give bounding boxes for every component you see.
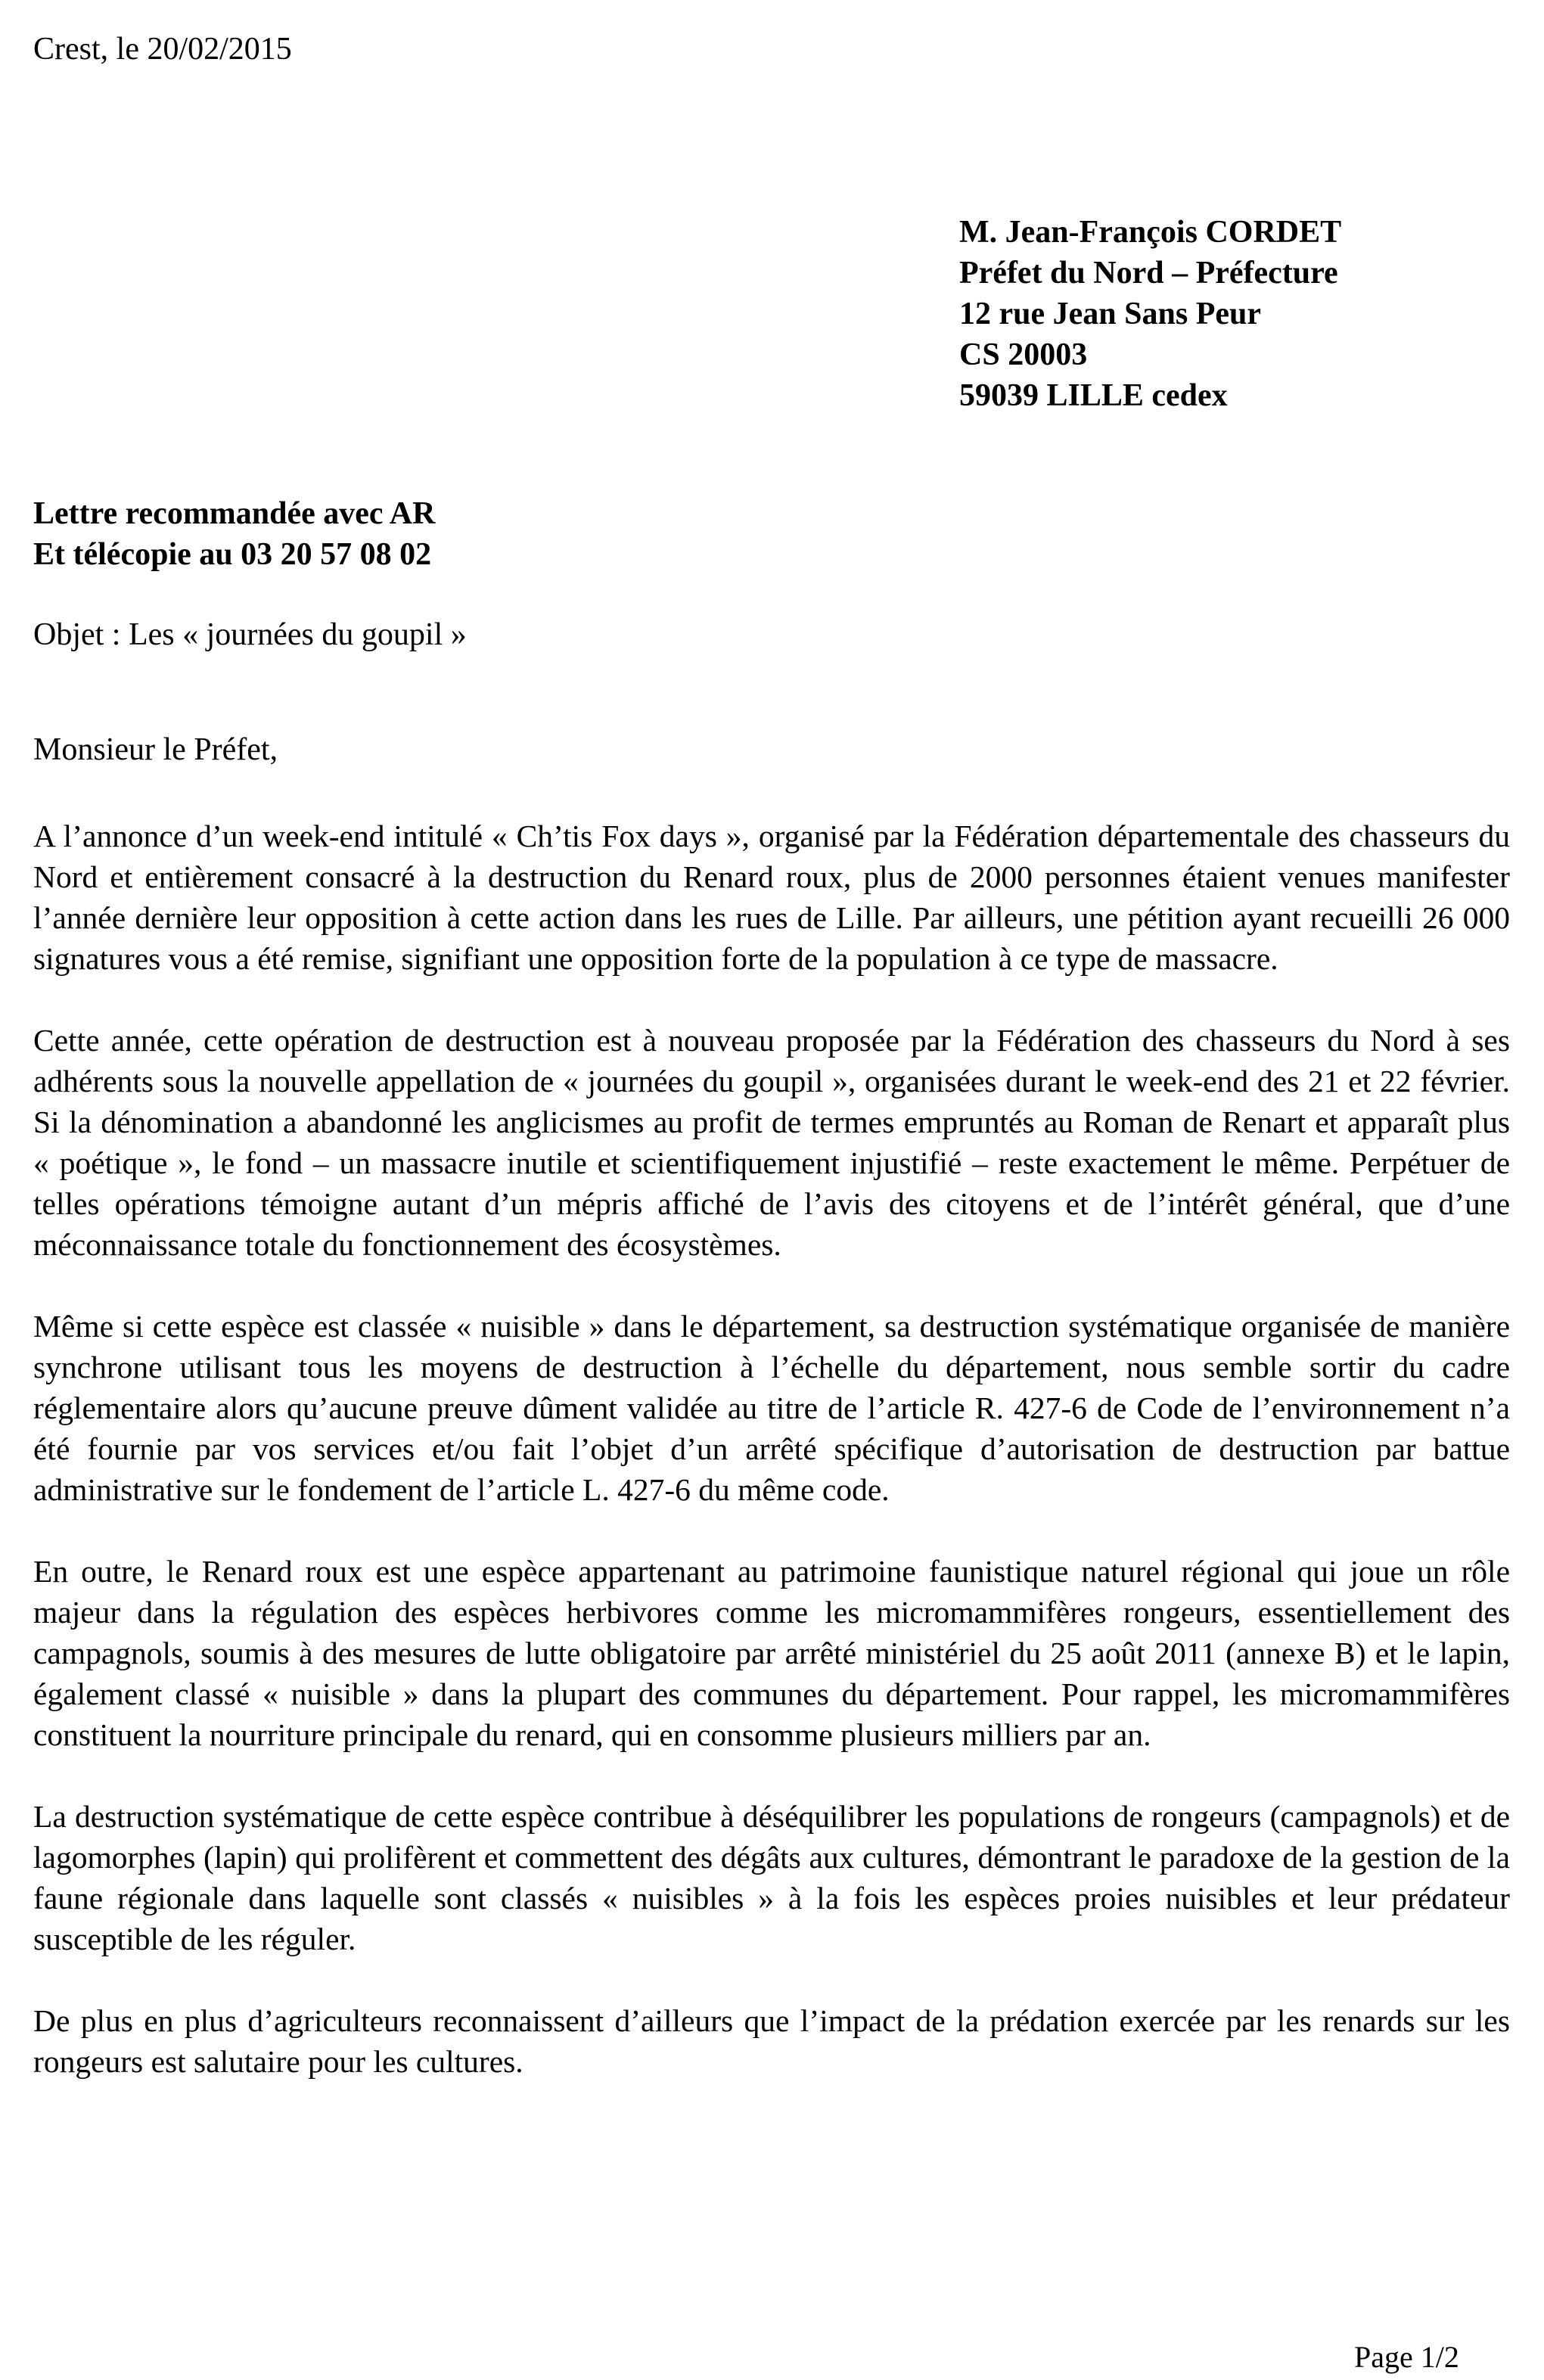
salutation: Monsieur le Préfet, [33, 732, 278, 767]
recipient-address-block [959, 212, 1341, 416]
paragraph-2: Cette année, cette opération de destruction est à nouveau proposée par la Fédération des chasseurs du Nord à ses adhérents sous la nouvelle appellation de « journées du goupil », organisées durant le week-end des 21 et 22 février. Si la dénomination a abandonné les anglicismes au profit de termes empruntés au Roman de Renart et apparaît plus « poétique », le fond – un massacre inutile et scientifiquement injustifié – reste exactement le même. Perpétuer de telles opérations témoigne autant d’un mépris affiché de l’avis des citoyens et de l’intérêt général, que d’une méconnaissance totale du fonctionnement des écosystèmes. [33, 1023, 1510, 1262]
recipient-name: M. Jean-François CORDET [959, 215, 1342, 250]
delivery-method-line: Lettre recommandée avec AR [33, 496, 436, 531]
delivery-method-block [33, 493, 435, 575]
subject-line: Objet : Les « journées du goupil » [33, 617, 467, 652]
delivery-fax-line: Et télécopie au 03 20 57 08 02 [33, 537, 432, 572]
paragraph-3: Même si cette espèce est classée « nuisible » dans le département, sa destruction systématique organisée de manière synchrone utilisant tous les moyens de destruction à l’échelle du département, nous semble sortir du cadre réglementaire alors qu’aucune preuve dûment validée au titre de l’article R. 427-6 de Code de l’environnement n’a été fournie par vos services et/ou fait l’objet d’un arrêté spécifique d’autorisation de destruction par battue administrative sur le fondement de l’article L. 427-6 du même code. [33, 1309, 1510, 1507]
recipient-po-box: CS 20003 [959, 337, 1088, 372]
recipient-city: 59039 LILLE cedex [959, 378, 1228, 413]
paragraph-5: La destruction systématique de cette espèce contribue à déséquilibrer les populations de rongeurs (campagnols) et de lagomorphes (lapin) qui prolifèrent et commettent des dégâts aux cultures, démontrant le paradoxe de la gestion de la faune régionale dans laquelle sont classés « nuisibles » à la fois les espèces proies nuisibles et leur prédateur susceptible de les réguler. [33, 1799, 1510, 1956]
paragraph-4: En outre, le Renard roux est une espèce appartenant au patrimoine faunistique naturel régional qui joue un rôle majeur dans la régulation des espèces herbivores comme les micromammifères rongeurs, essentiellement des campagnols, soumis à des mesures de lutte obligatoire par arrêté ministériel du 25 août 2011 (annexe B) et le lapin, également classé « nuisible » dans la plupart des communes du département. Pour rappel, les micromammifères constituent la nourriture principale du renard, qui en consomme plusieurs milliers par an. [33, 1554, 1510, 1752]
recipient-street: 12 rue Jean Sans Peur [959, 297, 1261, 331]
paragraph-1: A l’annonce d’un week-end intitulé « Ch’tis Fox days », organisé par la Fédération départementale des chasseurs du Nord et entièrement consacré à la destruction du Renard roux, plus de 2000 personnes étaient venues manifester l’année dernière leur opposition à cette action dans les rues de Lille. Par ailleurs, une pétition ayant recueilli 26 000 signatures vous a été remise, signifiant une opposition forte de la population à ce type de massacre. [33, 819, 1510, 976]
paragraph-6: De plus en plus d’agriculteurs reconnaissent d’ailleurs que l’impact de la prédation exercée par les renards sur les rongeurs est salutaire pour les cultures. [33, 2003, 1510, 2079]
recipient-title: Préfet du Nord – Préfecture [959, 256, 1338, 291]
page-number: Page 1/2 [1354, 2340, 1459, 2374]
letter-body [33, 816, 1510, 2123]
date-line: Crest, le 20/02/2015 [33, 32, 292, 67]
